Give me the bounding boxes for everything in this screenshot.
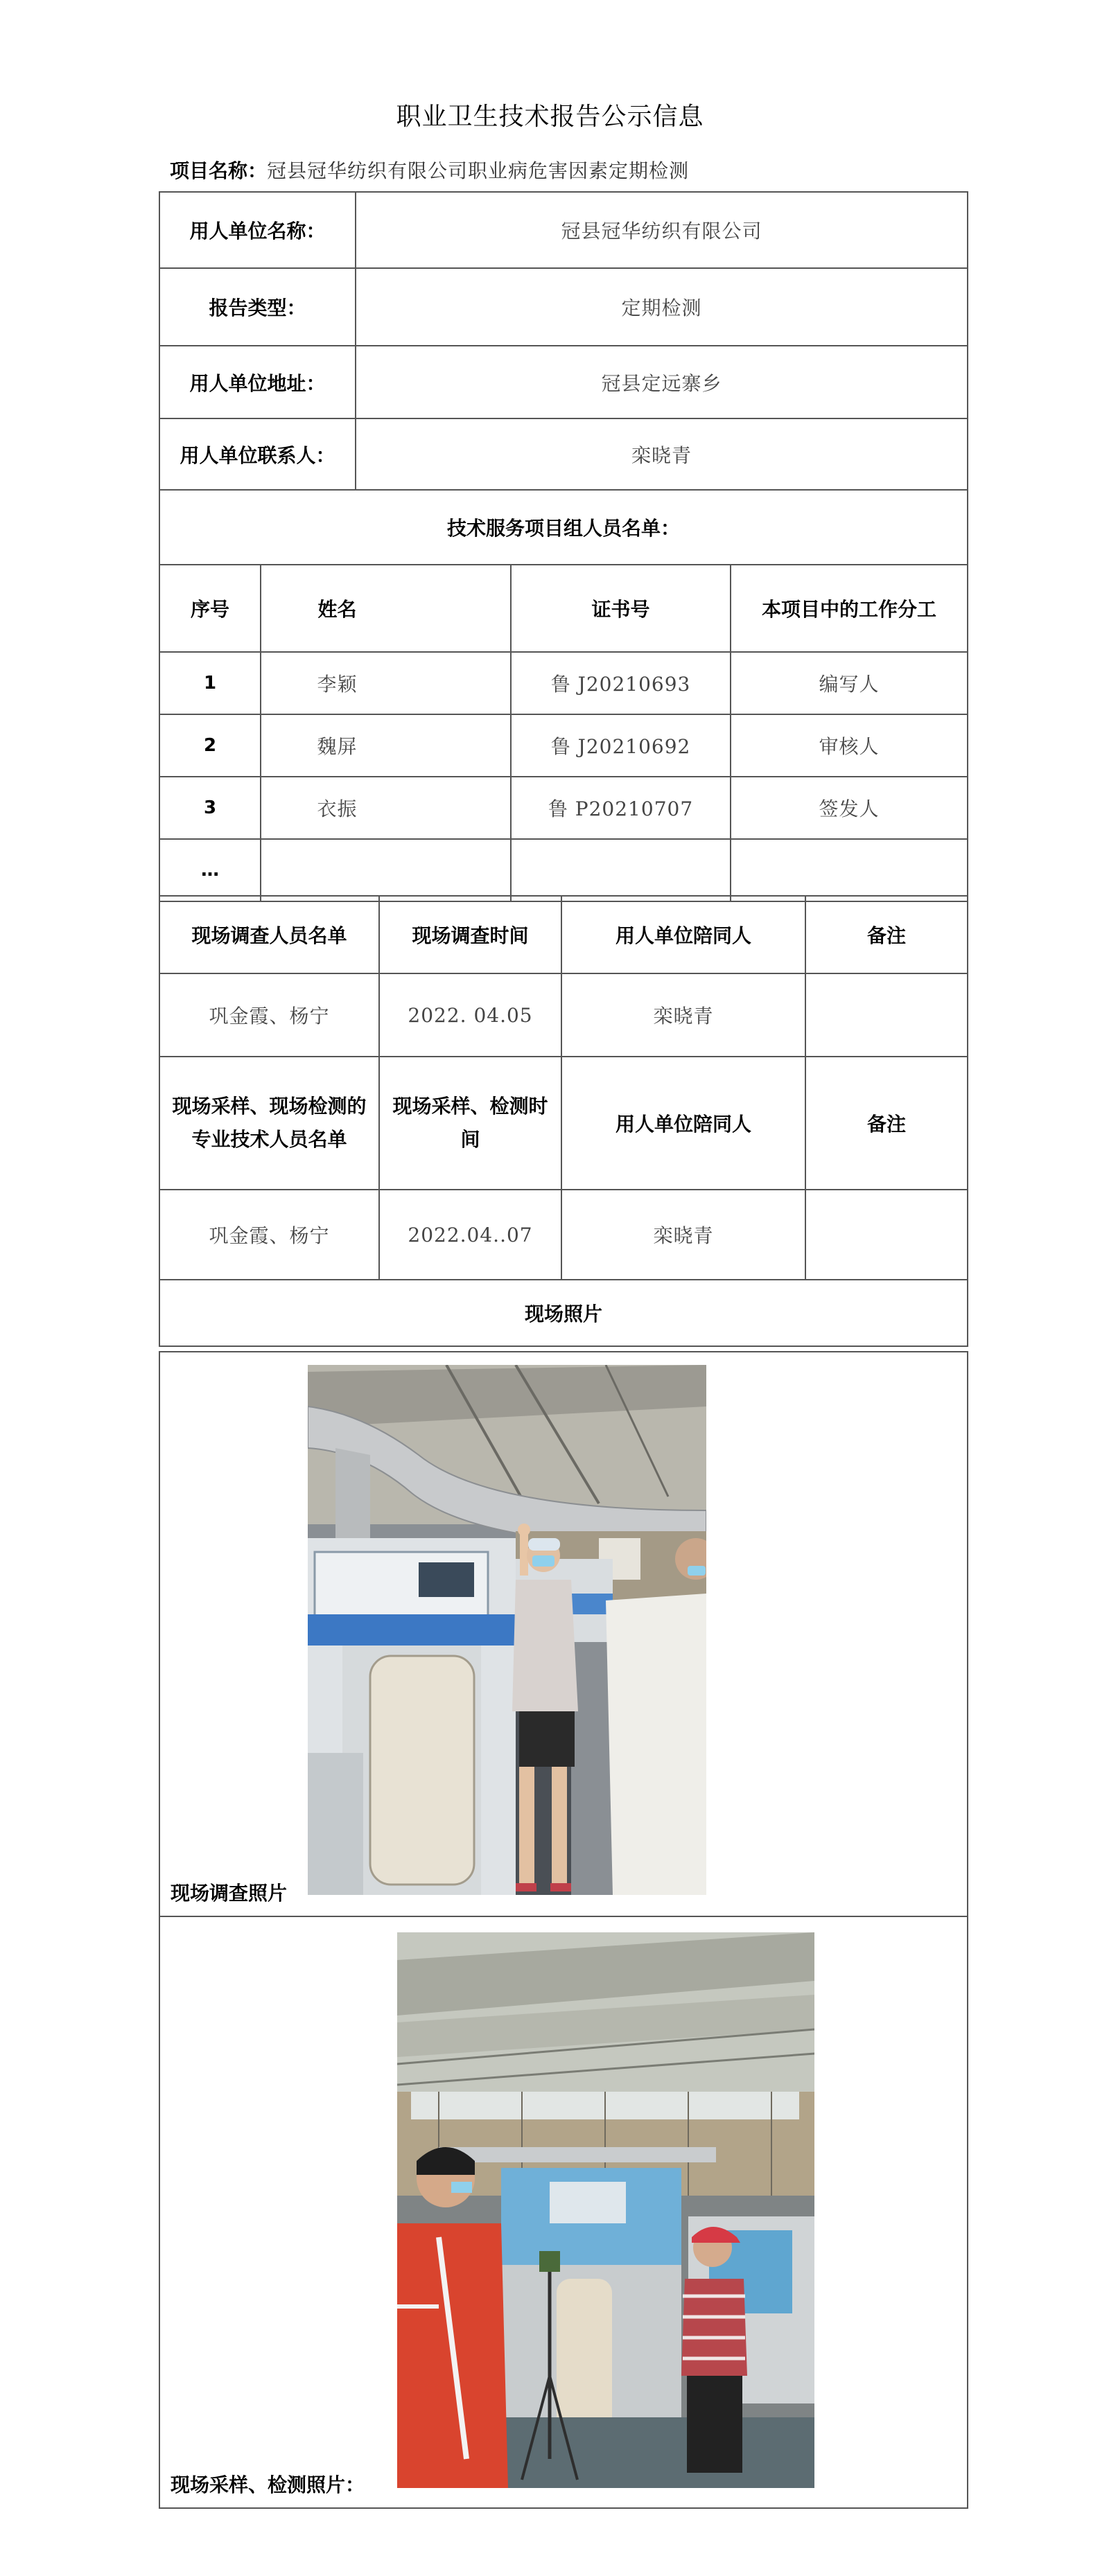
unit-name-value: 冠县冠华纺织有限公司: [356, 192, 968, 268]
unit-address-label: 用人单位地址：: [159, 346, 356, 418]
team-row-cert: 鲁 P20210707: [511, 777, 731, 839]
team-row-role: 签发人: [731, 777, 968, 839]
survey-time: 2022. 04.05: [379, 973, 561, 1057]
survey-photo-caption: 现场调查照片: [171, 1882, 288, 1905]
unit-address-value: 冠县定远寨乡: [356, 346, 968, 418]
team-row-cert: 鲁 J20210692: [511, 714, 731, 777]
team-row-role: 审核人: [731, 714, 968, 777]
photos-heading: 现场照片: [159, 1280, 968, 1346]
sampling-note: [805, 1190, 968, 1280]
team-row-no: 2: [159, 714, 261, 777]
team-row-no: 1: [159, 652, 261, 714]
sampling-header-escort: 用人单位陪同人: [561, 1057, 805, 1190]
sampling-header-note: 备注: [805, 1057, 968, 1190]
team-row-role: 编写人: [731, 652, 968, 714]
team-header-no: 序号: [159, 565, 261, 652]
project-line: [170, 156, 689, 184]
team-row-name: 衣振: [261, 777, 511, 839]
unit-contact-label: 用人单位联系人：: [159, 418, 356, 490]
sampling-staff: 巩金霞、杨宁: [159, 1190, 379, 1280]
survey-staff: 巩金霞、杨宁: [159, 973, 379, 1057]
page-title: 职业卫生技术报告公示信息: [396, 103, 704, 131]
photos-table: [159, 1351, 968, 2509]
team-header-cert: 证书号: [511, 565, 731, 652]
team-heading: 技术服务项目组人员名单：: [159, 490, 968, 565]
sampling-header-staff: 现场采样、现场检测的专业技术人员名单: [159, 1057, 379, 1190]
team-row-name: 李颖: [261, 652, 511, 714]
team-row-empty: [511, 839, 731, 901]
team-row-more: …: [159, 839, 261, 901]
sampling-header-time: 现场采样、检测时间: [379, 1057, 561, 1190]
sampling-time: 2022.04..07: [379, 1190, 561, 1280]
sampling-photo-caption: 现场采样、检测照片：: [171, 2473, 365, 2496]
sampling-photo: [397, 1932, 814, 2488]
survey-header-staff: 现场调查人员名单: [159, 896, 379, 973]
sampling-photo-cell: [159, 1916, 968, 2508]
sampling-escort: 栾晓青: [561, 1190, 805, 1280]
survey-header-time: 现场调查时间: [379, 896, 561, 973]
unit-info-table: [159, 191, 968, 902]
team-row-cert: 鲁 J20210693: [511, 652, 731, 714]
survey-header-note: 备注: [805, 896, 968, 973]
survey-escort: 栾晓青: [561, 973, 805, 1057]
unit-contact-value: 栾晓青: [356, 418, 968, 490]
survey-note: [805, 973, 968, 1057]
report-type-label: 报告类型：: [159, 268, 356, 346]
team-row-empty: [261, 839, 511, 901]
team-row-name: 魏屏: [261, 714, 511, 777]
team-header-name: 姓名: [261, 565, 511, 652]
survey-table: [159, 895, 968, 1347]
team-header-role: 本项目中的工作分工: [731, 565, 968, 652]
project-label: 项目名称：: [170, 159, 268, 182]
team-row-empty: [731, 839, 968, 901]
team-row-no: 3: [159, 777, 261, 839]
survey-header-escort: 用人单位陪同人: [561, 896, 805, 973]
survey-photo: [308, 1365, 706, 1895]
report-type-value: 定期检测: [356, 268, 968, 346]
project-name: 冠县冠华纺织有限公司职业病危害因素定期检测: [267, 159, 690, 182]
survey-photo-cell: [159, 1352, 968, 1916]
unit-name-label: 用人单位名称：: [159, 192, 356, 268]
